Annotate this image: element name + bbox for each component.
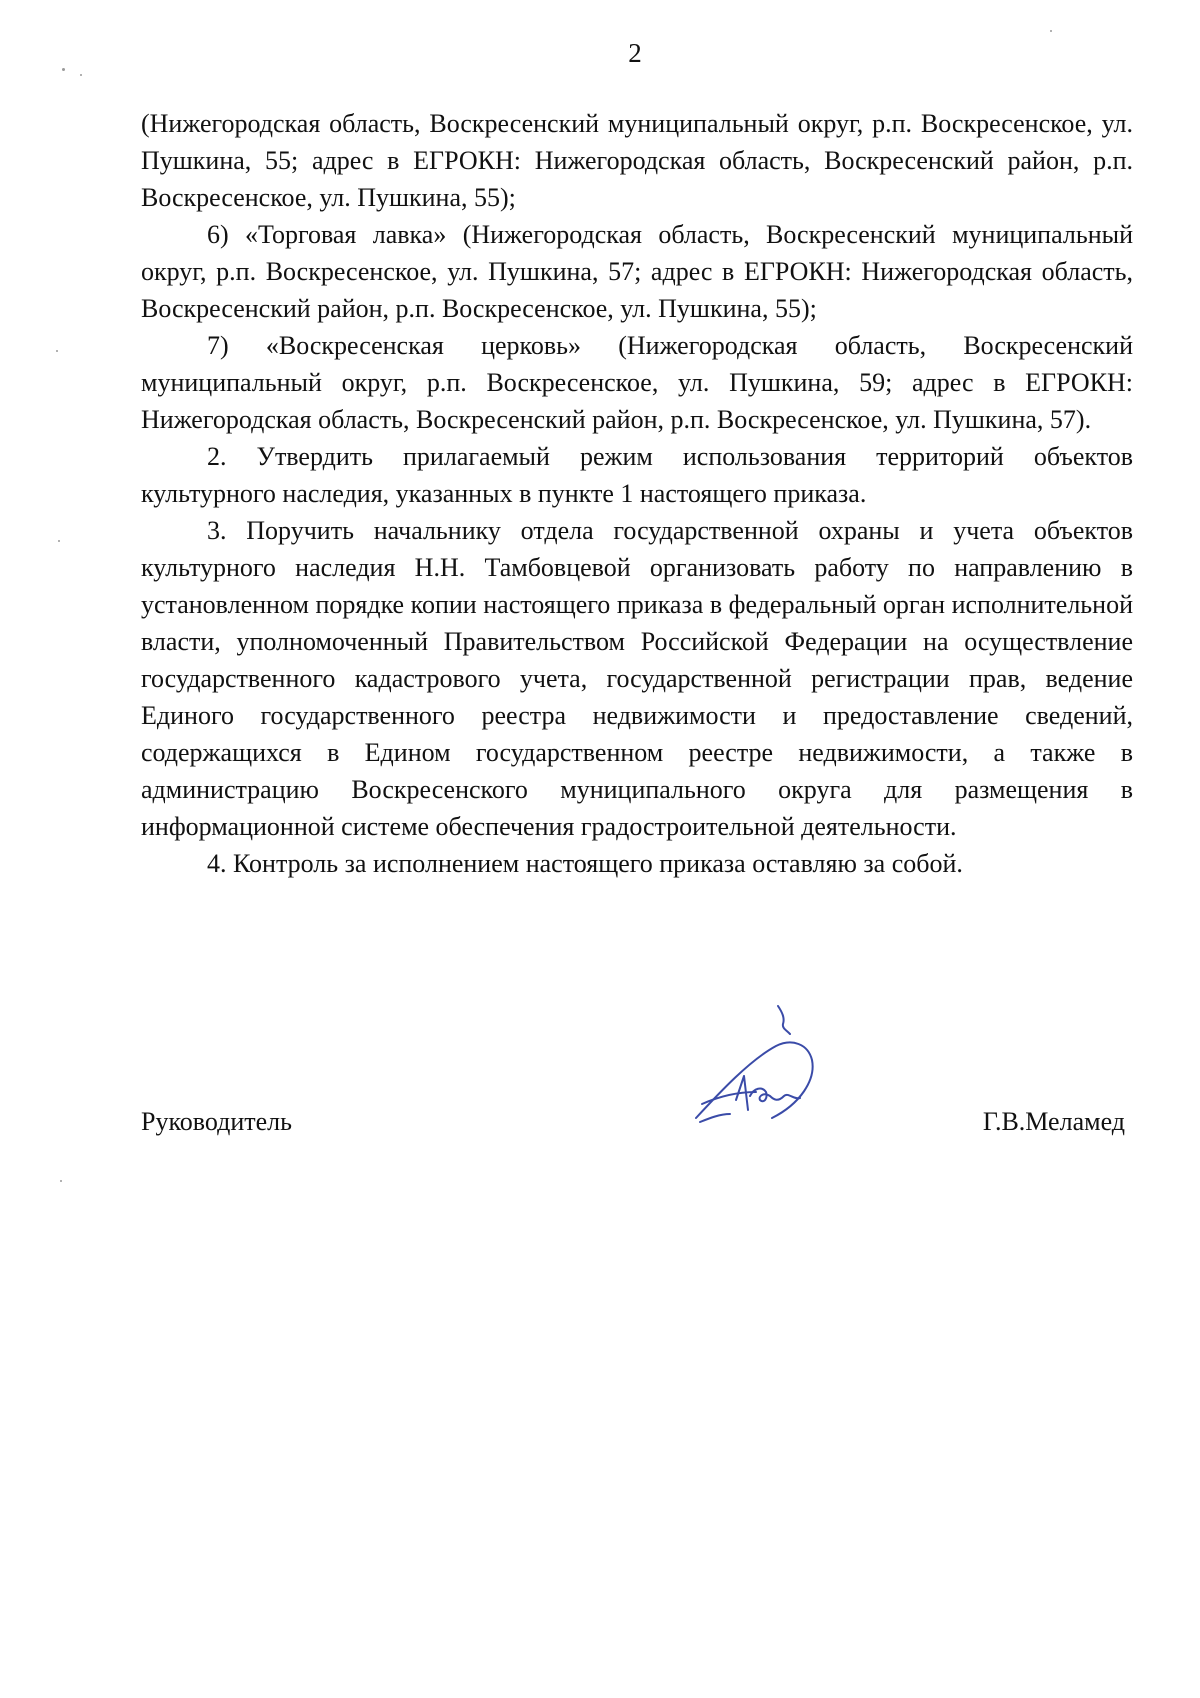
scan-speck (56, 350, 58, 352)
signatory-title: Руководитель (141, 1107, 292, 1136)
paragraph-item-7: 7) «Воскресенская церковь» (Нижегородская область, Воскресенский муниципальный округ, р.п. Воскресенское, ул. Пушкина, 59; адрес в ЕГРОКН: Нижегородская область, Воскресенский район, р.п. Воскресенское, ул. Пушкина, 57). (141, 331, 1133, 434)
paragraph-address-continuation: (Нижегородская область, Воскресенский муниципальный округ, р.п. Воскресенское, ул. Пушкина, 55; адрес в ЕГРОКН: Нижегородская область, Воскресенский район, р.п. Воскресенское, ул. Пушкина, 55); (141, 109, 1133, 212)
scan-speck (60, 1180, 62, 1182)
document-body (141, 105, 1133, 882)
paragraph-item-6: 6) «Торговая лавка» (Нижегородская область, Воскресенский муниципальный округ, р.п. Воскресенское, ул. Пушкина, 57; адрес в ЕГРОКН: Нижегородская область, Воскресенский район, р.п. Воскресенское, ул. Пушкина, 55); (141, 220, 1133, 323)
scan-speck (1050, 30, 1052, 32)
signature-block (141, 1103, 1133, 1143)
page-number: 2 (628, 38, 642, 68)
scan-speck (58, 540, 60, 542)
paragraph-clause-2: 2. Утвердить прилагаемый режим использования территорий объектов культурного наследия, указанных в пункте 1 настоящего приказа. (141, 442, 1133, 508)
scan-speck (80, 74, 82, 76)
paragraph-clause-4: 4. Контроль за исполнением настоящего приказа оставляю за собой. (207, 849, 963, 878)
paragraph-clause-3: 3. Поручить начальнику отдела государственной охраны и учета объектов культурного наследия Н.Н. Тамбовцевой организовать работу по направлению в установленном порядке копии настоящего приказа в федеральный орган исполнительной власти, уполномоченный Правительством Российской Федерации на осуществление государственного кадастрового учета, государственной регистрации прав, ведение Единого государственного реестра недвижимости и предоставление сведений, содержащихся в Едином государственном реестре недвижимости, а также в администрацию Воскресенского муниципального округа для размещения в информационной системе обеспечения градостроительной деятельности. (141, 516, 1133, 841)
signatory-name: Г.В.Меламед (982, 1107, 1125, 1136)
scan-speck (62, 68, 65, 71)
